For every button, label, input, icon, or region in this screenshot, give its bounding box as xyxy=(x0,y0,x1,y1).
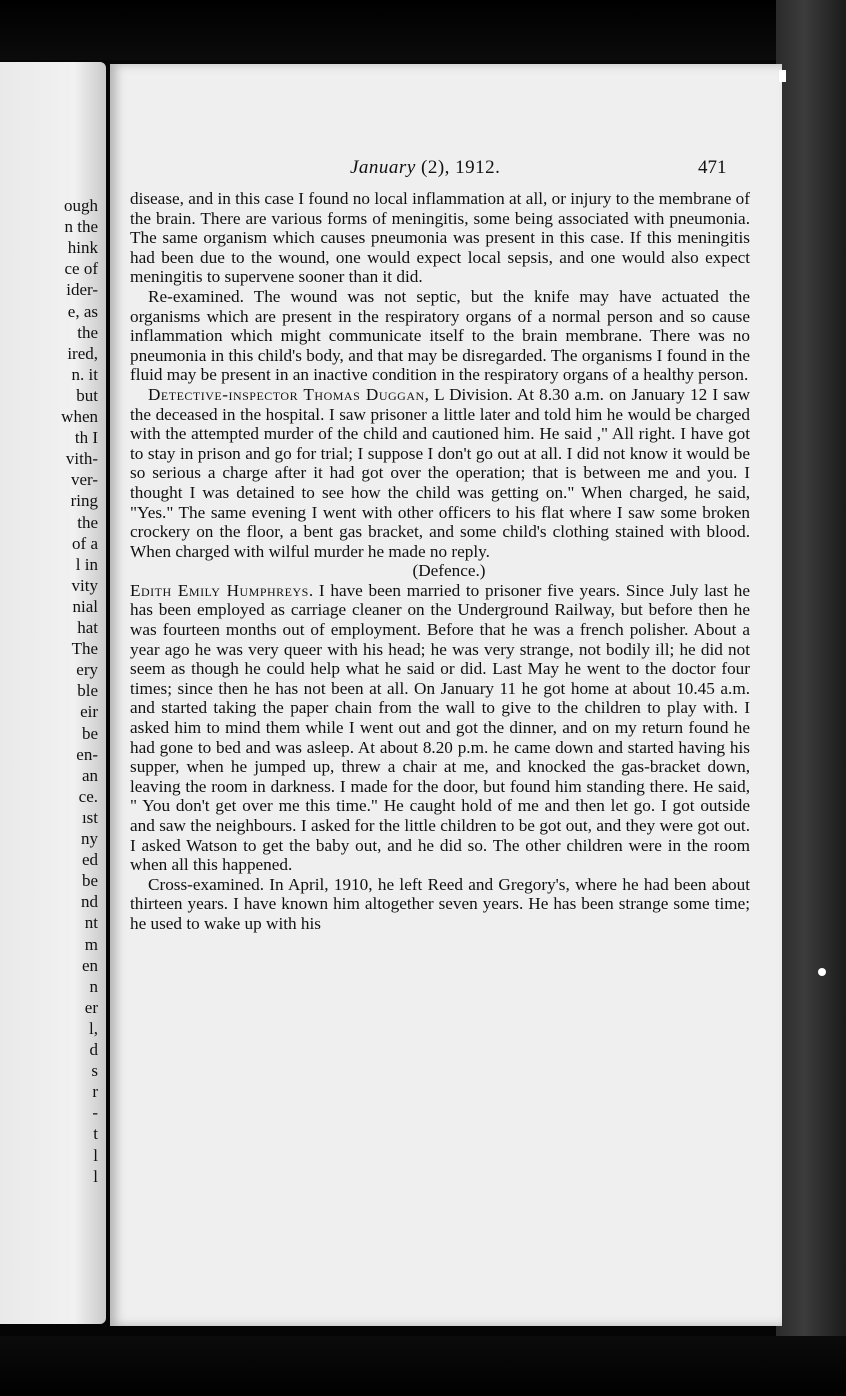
facing-page-line-fragment: hink xyxy=(67,238,98,258)
paragraph-testimony-end: disease, and in this case I found no local inflammation at all, or injury to the membrane of the brain. There are various forms of meningitis, some being associated with pneumonia. The same organism which causes pneumonia was present in this case. If this meningitis had been due to the wound, one would expect local sepsis, and one would also expect meningitis to supervene sooner than it did. xyxy=(130,189,750,287)
facing-page-line-fragment: eir xyxy=(80,702,98,722)
facing-page-line-fragment: l in xyxy=(75,554,98,574)
facing-page-line-fragment: m xyxy=(84,934,98,954)
facing-page-line-fragment: - xyxy=(92,1103,98,1123)
facing-page-line-fragment: nd xyxy=(81,892,98,912)
facing-page-line-fragment: ıst xyxy=(81,807,98,827)
facing-page-line-fragment: n xyxy=(89,976,98,996)
facing-page-line-fragment: the xyxy=(77,512,98,532)
facing-page-line-fragment: n. it xyxy=(71,364,98,384)
facing-page-line-fragment: ed xyxy=(81,850,98,870)
facing-page-line-fragment: but xyxy=(76,385,98,405)
facing-page-fragment xyxy=(0,62,106,1324)
paragraph-cross-examined: Cross-examined. In April, 1910, he left Reed and Gregory's, where he had been about thirteen years. I have known him altogether seven years. He has been strange some time; he used to wake up with his xyxy=(130,874,750,933)
facing-page-line-fragment: e, as xyxy=(67,301,98,321)
facing-page-line-fragment: d xyxy=(89,1040,98,1059)
facing-page-line-fragment: ce of xyxy=(64,259,98,279)
facing-page-line-fragment: s xyxy=(91,1061,98,1081)
duggan-testimony: , L Division. At 8.30 a.m. on January 12 I saw the deceased in the hospital. I saw prisoner a little later and told him he would be charged with the attempted murder of the child and cautioned him. He said ," All right. I have got to stay in prison and go for trial; I suppose I don't go out at all. I did not know it would be so serious a charge after it had got over the operation; that is between me and you. I thought I was detained to see how the child was getting on." When charged, he said, "Yes." The same evening I went with other officers to his flat where I saw some broken crockery on the floor, a bent gas bracket, and some child's clothing stained with blood. When charged with wilful murder he made no reply. xyxy=(130,384,750,561)
facing-page-line-fragment: en xyxy=(81,955,98,975)
facing-page-line-fragment: when xyxy=(61,407,98,426)
facing-page-line-fragment: be xyxy=(81,723,98,743)
facing-page-line-fragment: n the xyxy=(64,217,98,237)
facing-page-line-fragment: the xyxy=(77,322,98,342)
facing-page-line-fragment: of a xyxy=(72,533,98,553)
running-title xyxy=(350,157,500,179)
facing-page-line-fragment: ver- xyxy=(70,470,98,490)
witness-name-duggan: Detective-inspector Thomas Duggan xyxy=(148,384,425,404)
facing-page-line-fragment: ce. xyxy=(78,786,98,806)
facing-page-line-fragment: r xyxy=(92,1082,98,1102)
facing-page-line-fragment: ny xyxy=(81,829,98,848)
facing-page-line-fragment: hat xyxy=(77,618,98,637)
section-heading-defence: (Defence.) xyxy=(412,561,486,581)
book-page xyxy=(110,64,782,1326)
facing-page-line-fragment: nt xyxy=(84,913,98,933)
witness-name-humphreys: Edith Emily Humphreys xyxy=(130,580,309,600)
facing-page-line-fragment: t xyxy=(93,1124,98,1144)
facing-page-line-fragment: en- xyxy=(76,744,98,764)
scan-speck xyxy=(779,70,786,82)
running-title-month: January xyxy=(350,157,416,178)
facing-page-line-fragment: ery xyxy=(76,660,98,680)
facing-page-line-fragment: l, xyxy=(89,1018,98,1038)
scan-speck xyxy=(818,968,826,976)
facing-page-line-fragment: vity xyxy=(71,575,98,595)
page-body xyxy=(130,189,750,934)
running-title-rest: (2), 1912. xyxy=(415,157,501,178)
paragraph-re-examined: Re-examined. The wound was not septic, but the knife may have actuated the organisms which are present in the respiratory organs of a normal person and so cause inflammation which might communicate itself to the brain membrane. There was no pneumonia in this child's body, and that may be disregarded. The organisms I found in the fluid may be present in an inactive condition in the respiratory organs of a healthy person. xyxy=(130,286,750,385)
scan-bottom-border xyxy=(0,1336,846,1396)
humphreys-testimony: . I have been married to prisoner five years. Since July last he has been employed as carriage cleaner on the Underground Railway, but before then he was fourteen months out of employment. Before that he was a french polisher. About a year ago he was very queer with his head; he was very strange, not bodily ill; he did not seem as though he could help what he said or did. Last May he went to the doctor four times; since then he has not been at all. On January 11 he got home at about 10.45 a.m. and started taking the paper chain from the wall to give to the children to play with. I asked him to mind them while I went out and got the dinner, and on my return found he had gone to bed and was asleep. At about 8.20 p.m. he came down and started having his supper, when he jumped up, threw a chair at me, and knocked the gas-bracket down, leaving the room in darkness. I made for the door, but found him standing there. He said, " You don't get over me this time." He caught hold of me and then let go. I got outside and saw the neighbours. I asked for the little children to be got out, and they were got out. I asked Watson to get the baby out, and he did so. The other children were in the room when all this happened. xyxy=(130,580,750,875)
facing-page-line-fragment: er xyxy=(84,997,98,1017)
paragraph-duggan xyxy=(130,385,750,561)
paragraph-humphreys xyxy=(130,581,750,875)
facing-page-line-fragment: ider- xyxy=(66,280,98,300)
facing-page-line-fragment: ired, xyxy=(67,343,98,363)
facing-page-line-fragment: vith- xyxy=(65,449,98,469)
scan-top-border xyxy=(0,0,846,60)
facing-page-line-fragment: ble xyxy=(77,681,98,701)
facing-page-line-fragment: l xyxy=(93,1166,98,1186)
facing-page-line-fragment: l xyxy=(93,1145,98,1165)
facing-page-line-fragment: nial xyxy=(72,596,98,616)
facing-page-line-fragment: be xyxy=(81,871,98,891)
facing-page-line-fragment: th I xyxy=(74,428,98,448)
facing-page-line-fragment: ring xyxy=(70,491,98,511)
facing-page-line-fragment: ough xyxy=(64,196,98,215)
facing-page-line-fragment: an xyxy=(81,765,98,785)
scan-right-border xyxy=(776,0,846,1396)
page-number: 471 xyxy=(698,157,727,178)
facing-page-line-fragment: The xyxy=(71,639,98,659)
